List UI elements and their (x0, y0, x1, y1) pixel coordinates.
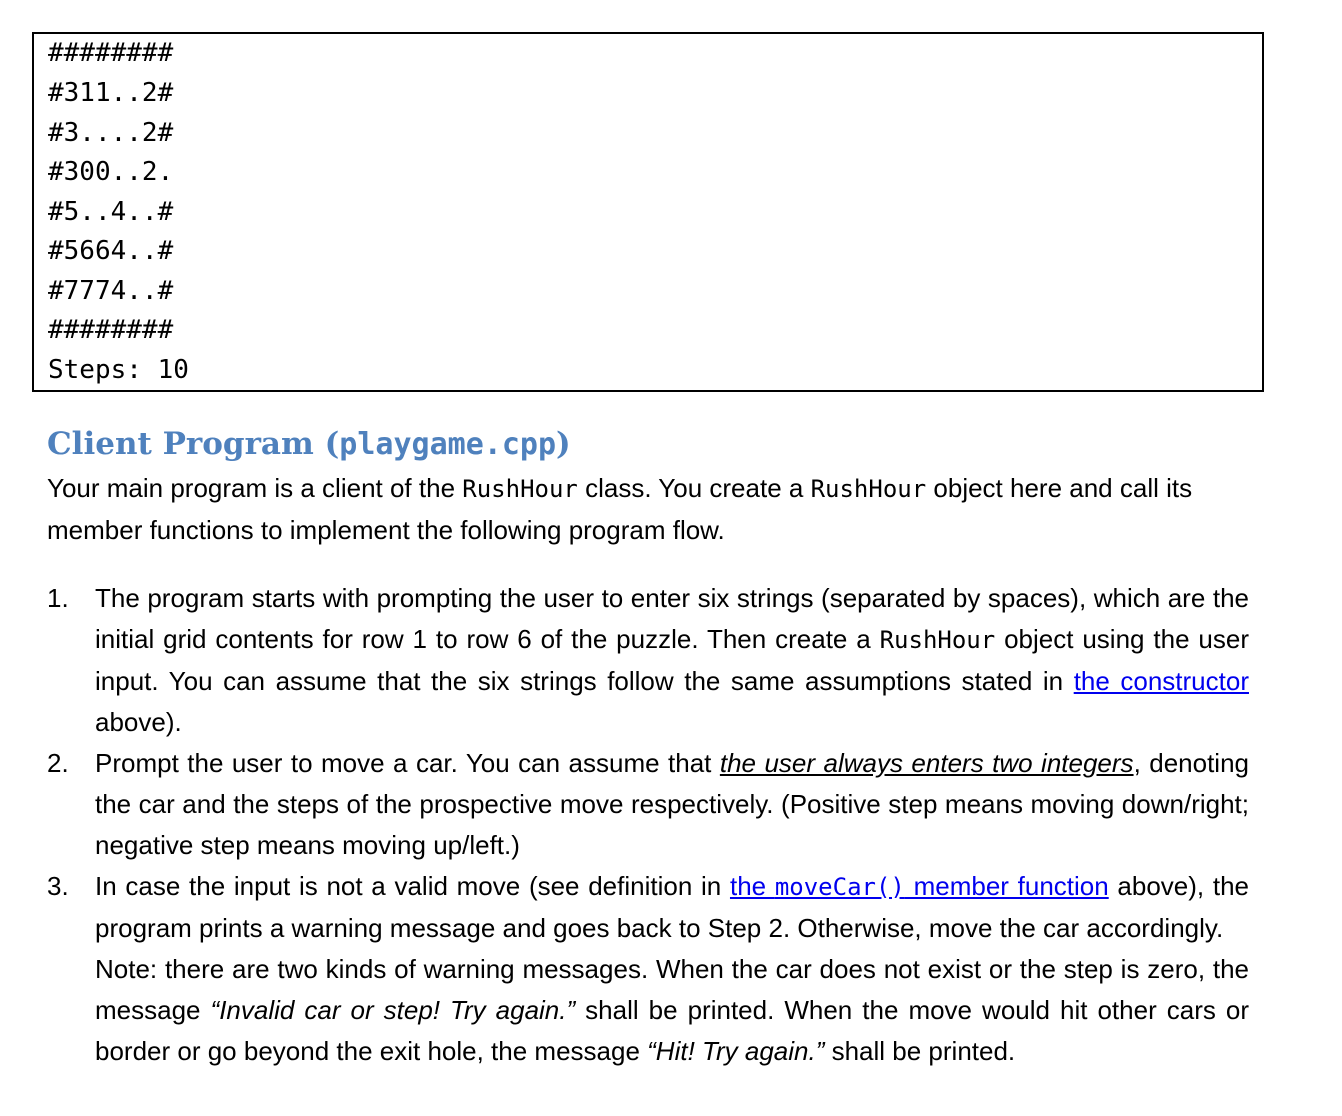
grid-row-3: #300..2. (48, 157, 174, 187)
heading-suffix: ) (556, 426, 571, 462)
grid-row-2: #3....2# (48, 118, 174, 148)
heading-filename: playgame.cpp (339, 427, 557, 462)
list-item: 2. Prompt the user to move a car. You can assume that the user always enters two integers, denoting the car and the steps of the prospective move respectively. (Positive step means moving down/right; negative step means moving up/left.) (47, 743, 1249, 866)
intro-paragraph: Your main program is a client of the RushHour class. You create a RushHour object here and call its member functions to implement the following program flow. (47, 473, 1193, 545)
steps-counter: Steps: 10 (48, 355, 189, 385)
hit-message-quote: “Hit! Try again.” (647, 1036, 825, 1066)
grid-row-border-bottom: ######## (48, 315, 174, 345)
movecar-link[interactable]: the moveCar() member function (729, 871, 1109, 901)
grid-row-6: #7774..# (48, 276, 174, 306)
grid-row-4: #5..4..# (48, 197, 174, 227)
program-flow-list (47, 578, 1249, 1072)
list-item-number: 2. (47, 748, 69, 778)
class-name-code: RushHour (810, 475, 927, 503)
section-heading (47, 424, 571, 465)
list-item-number: 1. (47, 583, 69, 613)
cut-off-text-line (140, 0, 1180, 2)
heading-prefix: Client Program ( (47, 426, 340, 462)
list-item: 1. The program starts with prompting the user to enter six strings (separated by spaces), which are the initial grid contents for row 1 to row 6 of the puzzle. Then create a RushHour object using the user input. You can assume that the six strings follow the same assumptions stated in the constructor above). (47, 578, 1249, 743)
list-item-number: 3. (47, 871, 69, 901)
class-name-code: RushHour (879, 626, 996, 654)
cut-off-text-fragments (140, 0, 1180, 2)
invalid-message-quote: “Invalid car or step! Try again.” (210, 995, 576, 1025)
grid-row-1: #311..2# (48, 78, 174, 108)
grid-row-border-top: ######## (48, 38, 174, 68)
grid-row-5: #5664..# (48, 236, 174, 266)
sample-output-box (32, 32, 1264, 392)
class-name-code: RushHour (462, 475, 578, 503)
list-item: 3. In case the input is not a valid move (see definition in the moveCar() member function above), the program prints a warning message and goes back to Step 2. Otherwise, move the car accordingly. Note: there are two kinds of warning messages. When the car does not exist or the step is zero, the message “Invalid car or step! Try again.” shall be printed. When the move would hit other cars or border or go beyond the exit hole, the message “Hit! Try again.” shall be printed. (47, 866, 1249, 1072)
constructor-link[interactable]: the constructor (1073, 666, 1249, 696)
emphasis-text: the user always enters two integers (719, 748, 1134, 778)
note-text: Note: there are two kinds of warning messages. When the car does not exist or the step is zero, the message “Invalid car or step! Try again.” shall be printed. When the move would hit other cars or border or go beyond the exit hole, the message “Hit! Try again.” shall be printed. (95, 954, 1249, 1066)
